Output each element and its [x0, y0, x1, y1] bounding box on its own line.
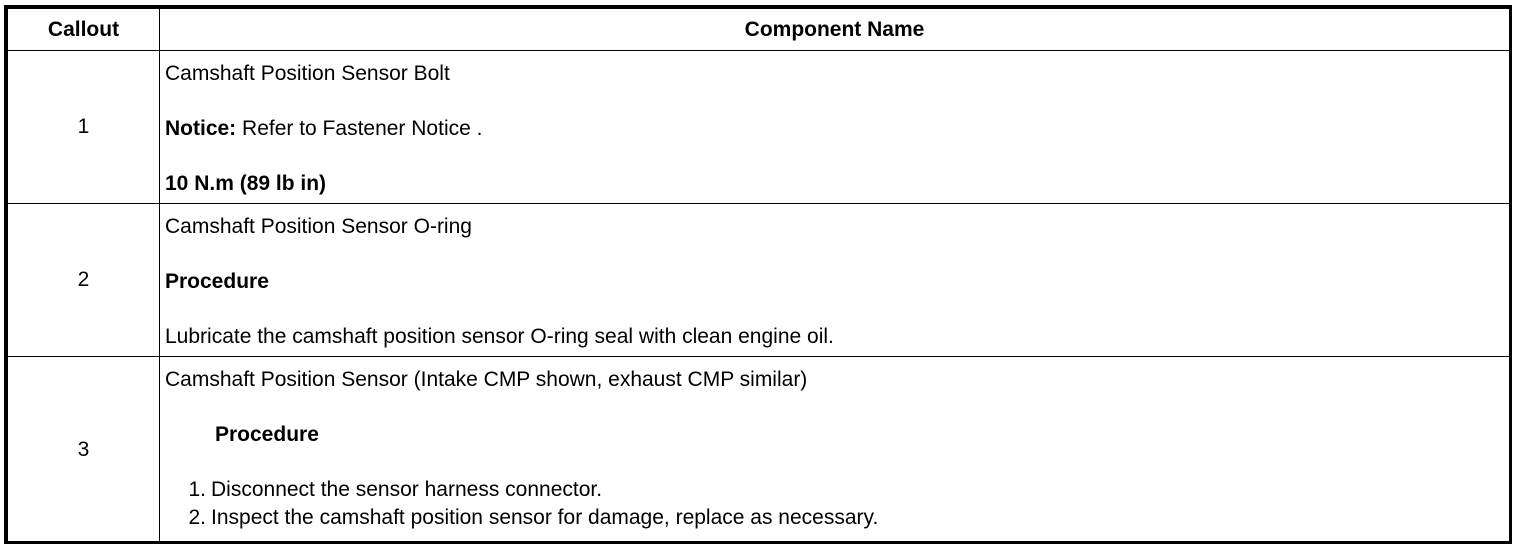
component-cell — [160, 51, 1510, 204]
component-name-column-header: Component Name — [160, 9, 1510, 51]
procedure-heading: Procedure — [165, 270, 269, 293]
component-name: Camshaft Position Sensor (Intake CMP shown, exhaust CMP similar) — [165, 368, 808, 391]
step-text: Inspect the camshaft position sensor for damage, replace as necessary. — [211, 506, 879, 529]
component-table — [7, 8, 1510, 543]
component-cell — [160, 204, 1510, 357]
notice-line — [165, 115, 1509, 142]
table-header-row — [8, 9, 1510, 51]
step-number: 1. — [188, 478, 206, 501]
component-name: Camshaft Position Sensor Bolt — [165, 62, 450, 85]
table-row — [8, 204, 1510, 357]
table-row — [8, 357, 1510, 543]
notice-text: Refer to Fastener Notice . — [236, 117, 483, 140]
procedure-steps — [165, 476, 1509, 532]
notice-label: Notice: — [165, 117, 237, 140]
table-row — [8, 51, 1510, 204]
torque-spec: 10 N.m (89 lb in) — [165, 172, 327, 195]
callout-number: 1 — [8, 51, 160, 204]
component-table-frame — [4, 5, 1512, 544]
procedure-step — [165, 504, 1509, 532]
procedure-heading: Procedure — [215, 423, 319, 446]
component-cell — [160, 357, 1510, 543]
callout-number: 3 — [8, 357, 160, 543]
procedure-text: Lubricate the camshaft position sensor O-ring seal with clean engine oil. — [165, 325, 834, 348]
callout-column-header: Callout — [8, 9, 160, 51]
step-number: 2. — [188, 506, 206, 529]
step-text: Disconnect the sensor harness connector. — [211, 478, 603, 501]
component-name: Camshaft Position Sensor O-ring — [165, 215, 472, 238]
callout-number: 2 — [8, 204, 160, 357]
procedure-step — [165, 476, 1509, 504]
